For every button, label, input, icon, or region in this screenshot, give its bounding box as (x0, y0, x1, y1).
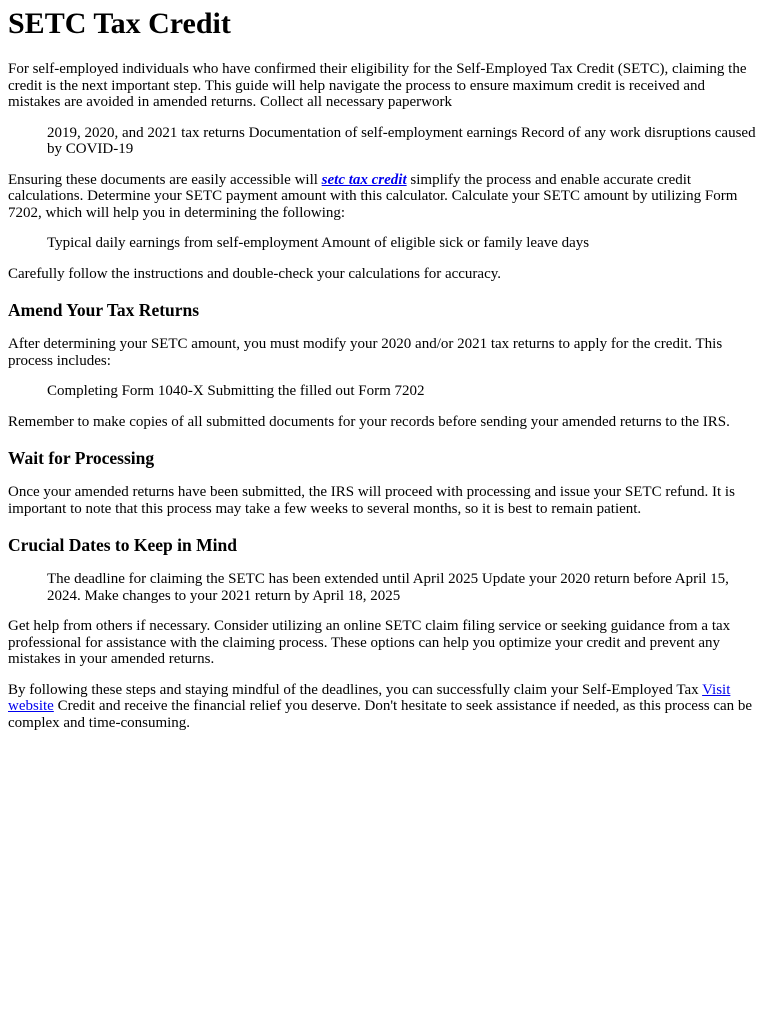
documents-list-quote: 2019, 2020, and 2021 tax returns Documentation of self-employment earnings Record of any work disruptions caused by COVID-19 (47, 124, 756, 157)
article (0, 7, 768, 731)
access-paragraph-text-after: simplify the process and enable accurate credit calculations. Determine your SETC payment amount with this calculator. Calculate your SETC amount by utilizing Form 7202, which will help you in determining the following: (8, 171, 738, 221)
follow-instructions-paragraph: Carefully follow the instructions and double-check your calculations for accuracy. (8, 265, 502, 282)
forms-list-quote: Completing Form 1040-X Submitting the filled out Form 7202 (47, 383, 425, 399)
wait-paragraph: Once your amended returns have been submitted, the IRS will proceed with processing and issue your SETC refund. It is important to note that this process may take a few weeks to several months, so it is best to remain patient. (8, 484, 735, 517)
final-paragraph-text-before: By following these steps and staying mindful of the deadlines, you can successfully claim your Self-Employed Tax (8, 681, 703, 698)
access-paragraph (8, 172, 760, 222)
final-paragraph-text-after: Credit and receive the financial relief you deserve. Don't hesitate to seek assistance if needed, as this process can be complex and time-consuming. (8, 698, 753, 731)
crucial-dates-heading: Crucial Dates to Keep in Mind (8, 535, 237, 555)
wait-processing-heading: Wait for Processing (8, 448, 155, 468)
amend-returns-heading: Amend Your Tax Returns (8, 300, 200, 320)
final-paragraph (8, 682, 760, 732)
setc-tax-credit-link[interactable]: setc tax credit (321, 171, 407, 188)
copies-paragraph: Remember to make copies of all submitted documents for your records before sending your amended returns to the IRS. (8, 413, 730, 430)
earnings-list-quote: Typical daily earnings from self-employment Amount of eligible sick or family leave days (47, 235, 590, 251)
access-paragraph-text-before: Ensuring these documents are easily accessible will (8, 171, 322, 188)
amend-paragraph: After determining your SETC amount, you must modify your 2020 and/or 2021 tax returns to apply for the credit. This process includes: (8, 336, 723, 369)
help-paragraph: Get help from others if necessary. Consider utilizing an online SETC claim filing service or seeking guidance from a tax professional for assistance with the claiming process. These options can help you optimize your credit and prevent any mistakes in your amended returns. (8, 618, 731, 667)
dates-list-quote: The deadline for claiming the SETC has been extended until April 2025 Update your 2020 return before April 15, 2024. Make changes to your 2021 return by April 18, 2025 (47, 571, 729, 604)
visit-website-link[interactable]: Visit website (8, 681, 731, 714)
page-title: SETC Tax Credit (8, 7, 231, 40)
intro-paragraph: For self-employed individuals who have confirmed their eligibility for the Self-Employed Tax Credit (SETC), claiming the credit is the next important step. This guide will help navigate the process to ensure maximum credit is received and mistakes are avoided in amended returns. Collect all necessary paperwork (8, 61, 747, 110)
